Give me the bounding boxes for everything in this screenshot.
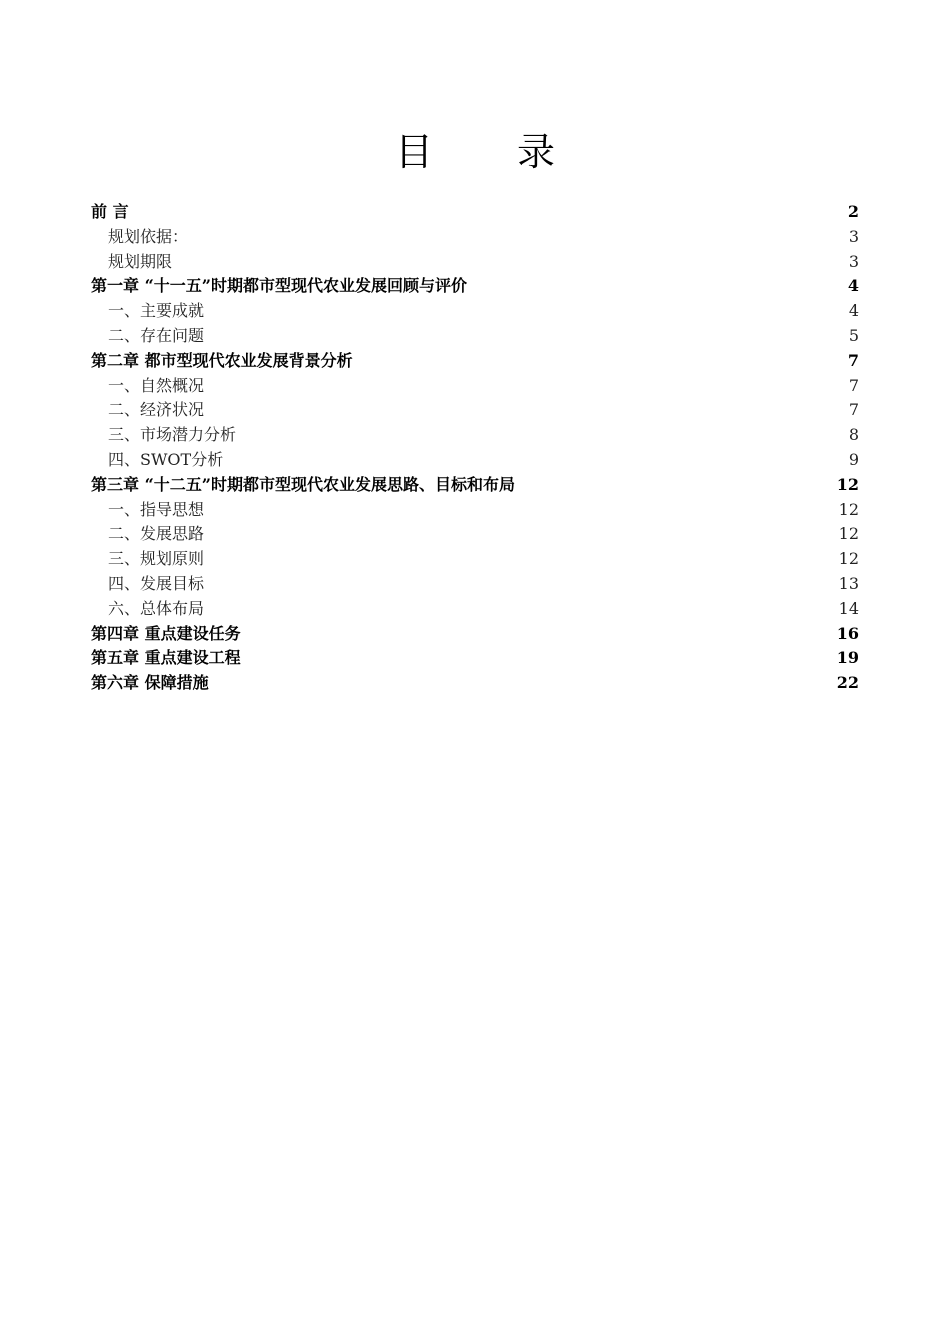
toc-entry-label: 第二章 都市型现代农业发展背景分析 [91,350,353,370]
toc-entry-page: 14 [838,598,859,618]
toc-entry-1-1[interactable] [91,299,859,324]
toc-entry-3-1[interactable] [91,498,859,523]
toc-entry-planning-basis[interactable] [91,225,859,250]
toc-entry-2-4[interactable] [91,448,859,473]
toc-entry-label: 第四章 重点建设任务 [91,623,241,643]
toc-entry-page: 7 [848,400,859,420]
toc-entry-label: 三、规划原则 [108,549,205,569]
toc-entry-label: 三、市场潜力分析 [108,425,237,445]
toc-entry-label: 一、指导思想 [108,499,205,519]
toc-entry-page: 12 [836,474,859,494]
toc-entry-label: 二、存在问题 [108,325,205,345]
toc-entry-page: 8 [848,425,859,445]
toc-entry-chapter-2[interactable] [91,349,859,374]
toc-entry-label: 第一章 “十一五”时期都市型现代农业发展回顾与评价 [91,276,467,296]
toc-entry-label: 四、SWOT分析 [108,449,224,469]
toc-entry-2-3[interactable] [91,423,859,448]
toc-title: 目 录 [394,130,592,174]
toc-entry-chapter-4[interactable] [91,622,859,647]
toc-entry-page: 12 [838,549,859,569]
toc-entry-page: 19 [836,648,859,668]
toc-entry-page: 5 [848,325,859,345]
toc-entry-label: 第五章 重点建设工程 [91,648,241,668]
toc-entry-label: 第六章 保障措施 [91,673,209,693]
toc-entry-label: 四、发展目标 [108,573,205,593]
toc-entry-page: 13 [838,573,859,593]
toc-entry-3-3[interactable] [91,547,859,572]
toc-entry-page: 4 [848,301,859,321]
table-of-contents [91,200,859,696]
toc-entry-chapter-6[interactable] [91,671,859,696]
toc-entry-page: 7 [847,350,859,370]
toc-entry-preface[interactable] [91,200,859,225]
toc-entry-planning-period[interactable] [91,250,859,275]
toc-entry-label: 二、经济状况 [108,400,205,420]
toc-entry-2-2[interactable] [91,398,859,423]
toc-entry-label: 一、自然概况 [108,375,205,395]
toc-entry-label: 规划依据： [108,226,189,246]
toc-entry-1-2[interactable] [91,324,859,349]
toc-entry-label: 一、主要成就 [108,301,205,321]
toc-entry-label: 二、发展思路 [108,524,205,544]
toc-entry-page: 22 [836,673,859,693]
toc-entry-label: 前 言 [91,202,129,221]
toc-entry-3-4[interactable] [91,572,859,597]
toc-entry-page: 16 [836,623,859,643]
toc-entry-page: 9 [848,449,859,469]
toc-entry-page: 7 [848,375,859,395]
toc-entry-chapter-3[interactable] [91,473,859,498]
toc-entry-page: 12 [838,499,859,519]
toc-entry-label: 第三章 “十二五”时期都市型现代农业发展思路、目标和布局 [91,474,515,494]
toc-entry-page: 12 [838,524,859,544]
toc-entry-label: 规划期限 [108,251,173,271]
toc-entry-3-6[interactable] [91,597,859,622]
toc-entry-3-2[interactable] [91,522,859,547]
toc-entry-page: 4 [847,276,859,296]
toc-entry-page: 3 [848,226,859,246]
toc-entry-2-1[interactable] [91,374,859,399]
toc-entry-label: 六、总体布局 [108,598,205,618]
toc-entry-chapter-1[interactable] [91,274,859,299]
toc-entry-page: 3 [848,251,859,271]
toc-entry-page: 2 [847,202,859,221]
toc-entry-chapter-5[interactable] [91,646,859,671]
